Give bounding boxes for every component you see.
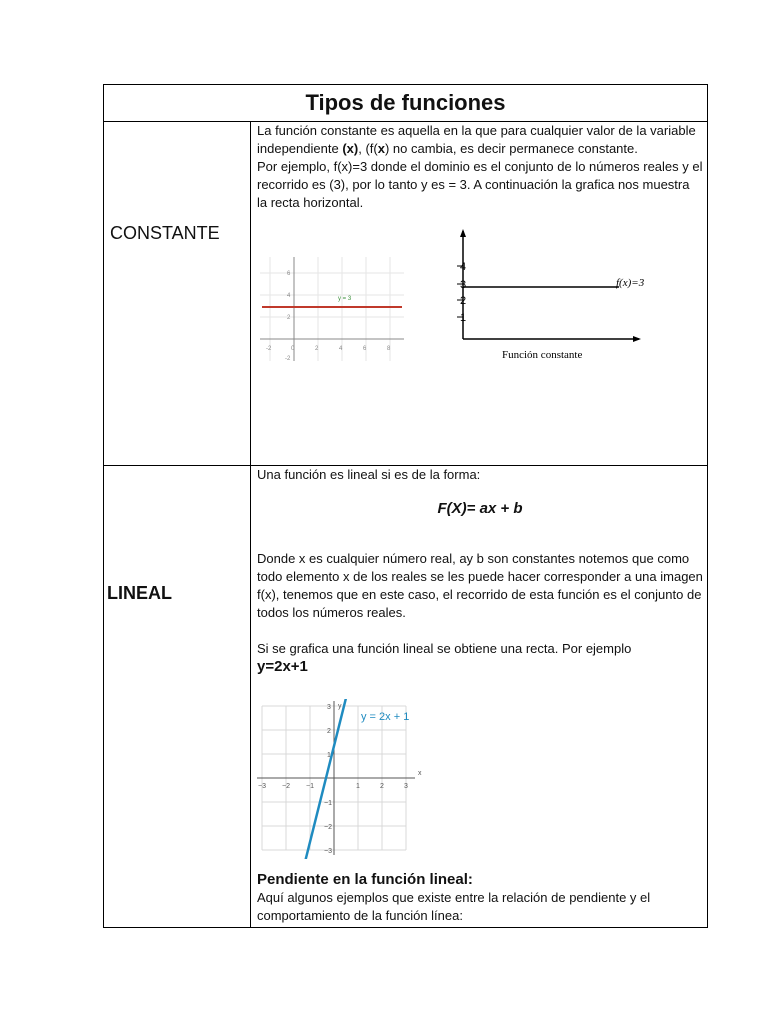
- y-tick-label: 4: [460, 261, 467, 273]
- x-tick-label: 0: [291, 346, 295, 352]
- y-tick-label: 4: [287, 293, 291, 299]
- x-tick-label: 8: [387, 346, 391, 352]
- lineal-paragraph: Donde x es cualquier número real, ay b son constantes notemos que como todo elemento x de los reales se les puede hacer corresponder a una imagen f(x), tenemos que en este caso, el recorrido de esta función es el conjunto de todos los números reales.: [257, 551, 703, 620]
- function-label: f(x)=3: [616, 277, 645, 289]
- graph-caption: Función constante: [502, 349, 583, 361]
- bold-x: (x): [342, 141, 359, 156]
- y-tick-label: 1: [460, 312, 467, 324]
- constant-graph-2: [429, 227, 649, 363]
- pendiente-heading: Pendiente en la función lineal:: [257, 871, 473, 888]
- y-tick-label: 3: [460, 279, 467, 291]
- y-tick-label: −3: [324, 848, 332, 855]
- constant-graph-1: [260, 257, 404, 367]
- y-tick-label: -2: [285, 356, 291, 362]
- x-tick-label: −2: [282, 783, 290, 790]
- functions-table: [103, 84, 708, 928]
- text: , (f(: [358, 141, 378, 156]
- y-tick-label: −1: [324, 800, 332, 807]
- x-tick-label: −1: [306, 783, 314, 790]
- x-tick-label: 1: [356, 783, 360, 790]
- pendiente-section: [257, 871, 703, 925]
- x-tick-label: 2: [380, 783, 384, 790]
- y-tick-label: 1: [327, 752, 331, 759]
- text: ) no cambia, es decir permanece constante.: [384, 141, 638, 156]
- constante-paragraph-1: [257, 122, 703, 158]
- constante-description: [257, 122, 703, 212]
- line-label: y = 3: [338, 296, 352, 302]
- x-axis-arrow: [633, 336, 641, 342]
- row-label-lineal: LINEAL: [107, 583, 172, 603]
- x-tick-label: -2: [266, 346, 272, 352]
- lineal-example-equation: y=2x+1: [257, 658, 308, 675]
- pendiente-text: Aquí algunos ejemplos que existe entre la relación de pendiente y el comportamiento de la función línea:: [257, 890, 651, 923]
- constante-paragraph-2: Por ejemplo, f(x)=3 donde el dominio es el conjunto de lo números reales y el recorrido es (3), por lo tanto y es = 3. A continuación la grafica nos muestra la recta horizontal.: [257, 159, 703, 210]
- y-tick-label: −2: [324, 824, 332, 831]
- linear-graph: [255, 699, 425, 859]
- text: La función constante es aquella en la que para cualquier valor de la variable independiente: [257, 123, 696, 156]
- y-tick-label: 6: [287, 271, 291, 277]
- y-axis-label: y: [338, 703, 342, 710]
- y-tick-label: 2: [460, 295, 467, 307]
- page-title: Tipos de funciones: [305, 90, 506, 115]
- linear-function-line: [286, 699, 364, 859]
- bold-x: x: [377, 141, 385, 156]
- column-divider: [250, 121, 251, 927]
- y-tick-label: 2: [287, 315, 291, 321]
- y-tick-label: 2: [327, 728, 331, 735]
- x-tick-label: 4: [339, 346, 343, 352]
- y-tick-label: 3: [327, 704, 331, 711]
- x-tick-label: 6: [363, 346, 367, 352]
- lineal-example-text: Si se grafica una función lineal se obtiene una recta. Por ejemplo: [257, 641, 632, 656]
- row-label-constante: CONSTANTE: [110, 223, 220, 243]
- lineal-formula: F(X)= ax + b: [437, 500, 523, 517]
- lineal-intro: Una función es lineal si es de la forma:: [257, 467, 481, 482]
- lineal-description: [257, 466, 703, 676]
- line-label: y = 2x + 1: [361, 711, 410, 723]
- x-tick-label: −3: [258, 783, 266, 790]
- x-axis-label: x: [418, 770, 422, 777]
- x-tick-label: 2: [315, 346, 319, 352]
- x-tick-label: 3: [404, 783, 408, 790]
- y-axis-arrow: [460, 229, 466, 237]
